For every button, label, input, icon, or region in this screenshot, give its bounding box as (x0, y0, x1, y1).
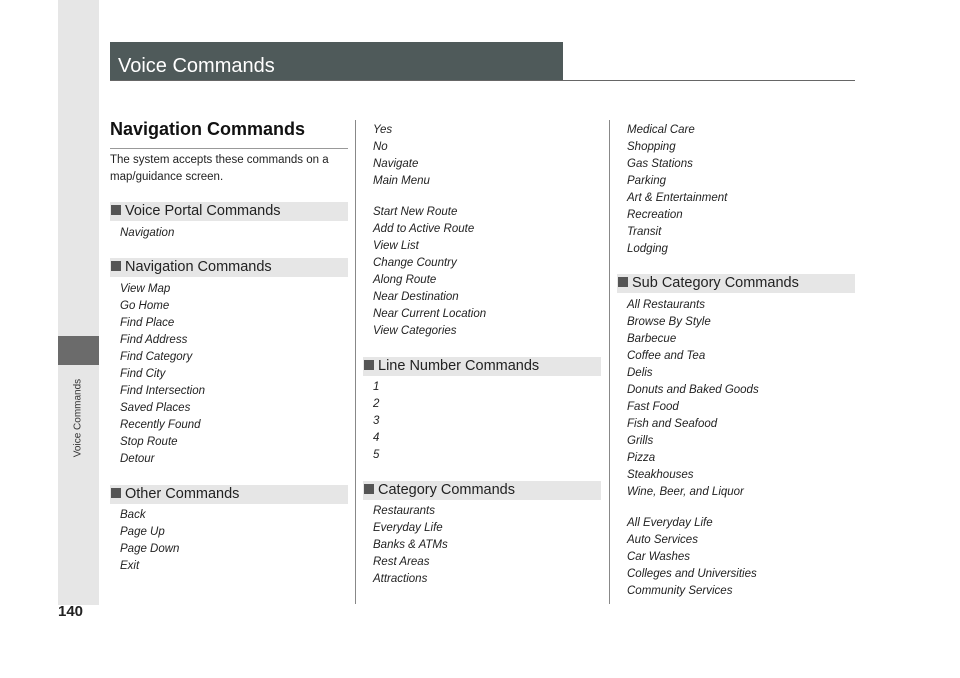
command-item: View Map (120, 283, 171, 295)
navigation-list (120, 281, 205, 468)
command-item: Rest Areas (373, 556, 430, 568)
command-item: Add to Active Route (373, 223, 475, 235)
command-item: Back (120, 509, 146, 521)
square-bullet-icon (111, 488, 121, 498)
command-item: Medical Care (627, 124, 695, 136)
command-item: Find Place (120, 317, 175, 329)
command-item: 3 (373, 415, 380, 427)
command-item: Wine, Beer, and Liquor (627, 486, 744, 498)
command-item: Recreation (627, 209, 683, 221)
command-item: Attractions (373, 573, 428, 585)
sub-category-list (627, 297, 759, 600)
side-chapter-label: Voice Commands (72, 378, 84, 458)
section-navigation (110, 258, 348, 277)
command-item: Change Country (373, 257, 457, 269)
command-item: Everyday Life (373, 522, 443, 534)
command-item: View List (373, 240, 419, 252)
side-bar (58, 0, 99, 605)
command-item: Stop Route (120, 436, 178, 448)
command-item: Lodging (627, 243, 668, 255)
column-divider-2 (609, 120, 610, 604)
command-item: Delis (627, 367, 653, 379)
command-item: Parking (627, 175, 666, 187)
square-bullet-icon (618, 277, 628, 287)
section-title: Other Commands (125, 486, 240, 502)
section-title: Navigation Commands (125, 259, 272, 275)
command-item: View Categories (373, 325, 457, 337)
command-item: Find Category (120, 351, 193, 363)
command-item: Recently Found (120, 419, 201, 431)
command-item: Exit (120, 560, 140, 572)
command-item: 4 (373, 432, 380, 444)
square-bullet-icon (111, 261, 121, 271)
command-item: All Restaurants (627, 299, 705, 311)
command-item: Find City (120, 368, 166, 380)
line-number-list (373, 379, 379, 464)
command-item: Barbecue (627, 333, 677, 345)
section-voice-portal (110, 202, 348, 221)
main-title: Navigation Commands (110, 119, 306, 139)
command-item: Auto Services (627, 534, 698, 546)
command-item: Gas Stations (627, 158, 693, 170)
side-tab-marker (58, 336, 99, 365)
column-divider-1 (355, 120, 356, 604)
command-item: Fast Food (627, 401, 679, 413)
command-item: Main Menu (373, 175, 430, 187)
command-item: Navigation (120, 227, 175, 239)
command-item: 2 (373, 398, 380, 410)
command-item: Near Current Location (373, 308, 487, 320)
command-item: Community Services (627, 585, 733, 597)
section-title: Sub Category Commands (632, 275, 799, 291)
list-spacer (627, 501, 759, 515)
command-item: No (373, 141, 388, 153)
category-cont-list (627, 122, 727, 258)
other-list (120, 507, 179, 575)
command-item: Banks & ATMs (373, 539, 448, 551)
section-sub-category (617, 274, 855, 293)
section-other (110, 485, 348, 504)
section-line-number (363, 357, 601, 376)
command-item: Browse By Style (627, 316, 711, 328)
command-item: Detour (120, 453, 155, 465)
voice-portal-list (120, 225, 174, 242)
list-spacer (373, 190, 486, 204)
command-item: Grills (627, 435, 654, 447)
command-item: Colleges and Universities (627, 568, 757, 580)
command-item: Restaurants (373, 505, 436, 517)
page-header: Voice Commands (110, 42, 563, 81)
command-item: All Everyday Life (627, 517, 713, 529)
command-item: Steakhouses (627, 469, 694, 481)
square-bullet-icon (111, 205, 121, 215)
command-item: Donuts and Baked Goods (627, 384, 759, 396)
page-number: 140 (58, 603, 84, 620)
confirm-list (373, 122, 486, 340)
command-item: Near Destination (373, 291, 459, 303)
command-item: Page Down (120, 543, 180, 555)
command-item: Page Up (120, 526, 165, 538)
square-bullet-icon (364, 484, 374, 494)
command-item: Find Address (120, 334, 188, 346)
command-item: Navigate (373, 158, 419, 170)
section-title: Category Commands (378, 482, 515, 498)
command-item: Pizza (627, 452, 656, 464)
command-item: Along Route (373, 274, 437, 286)
title-rule (110, 148, 348, 149)
header-rule (110, 80, 855, 81)
command-item: Transit (627, 226, 662, 238)
command-item: 5 (373, 449, 380, 461)
square-bullet-icon (364, 360, 374, 370)
command-item: Car Washes (627, 551, 691, 563)
command-item: 1 (373, 381, 380, 393)
command-item: Saved Places (120, 402, 191, 414)
section-title: Voice Portal Commands (125, 203, 281, 219)
command-item: Coffee and Tea (627, 350, 706, 362)
command-item: Shopping (627, 141, 676, 153)
category-list (373, 503, 448, 588)
command-item: Go Home (120, 300, 170, 312)
command-item: Find Intersection (120, 385, 206, 397)
command-item: Yes (373, 124, 393, 136)
command-item: Start New Route (373, 206, 458, 218)
section-title: Line Number Commands (378, 358, 540, 374)
command-item: Fish and Seafood (627, 418, 718, 430)
section-category (363, 481, 601, 500)
command-item: Art & Entertainment (627, 192, 728, 204)
intro-text: The system accepts these commands on a map/guidance screen. (110, 154, 329, 183)
